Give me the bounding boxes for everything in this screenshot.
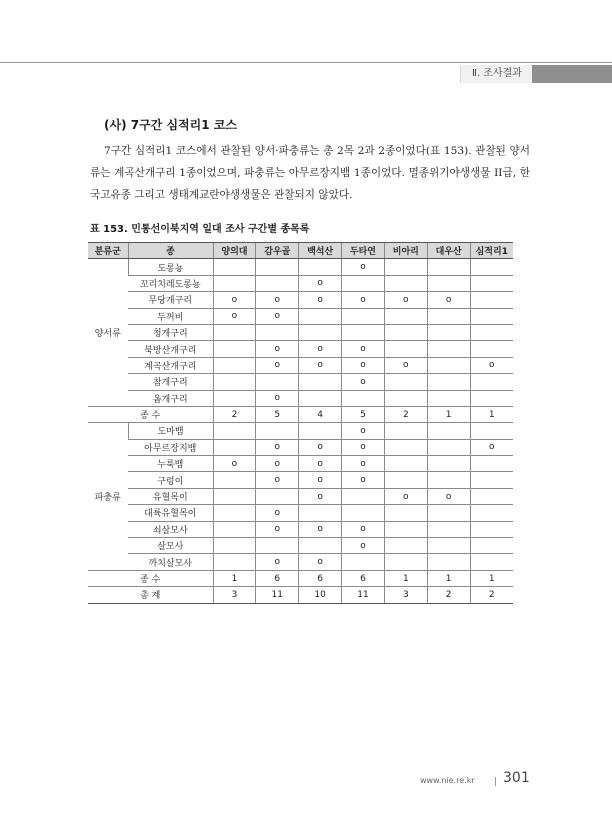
presence-mark: o bbox=[256, 341, 299, 357]
presence-mark bbox=[213, 472, 256, 488]
presence-mark bbox=[427, 439, 470, 455]
species-name: 청개구리 bbox=[128, 324, 213, 340]
presence-mark bbox=[470, 341, 513, 357]
presence-mark bbox=[427, 456, 470, 472]
presence-mark bbox=[299, 538, 342, 554]
presence-mark bbox=[470, 554, 513, 570]
presence-mark bbox=[384, 275, 427, 291]
presence-mark bbox=[299, 259, 342, 275]
presence-mark: o bbox=[256, 357, 299, 373]
presence-mark bbox=[342, 505, 385, 521]
presence-mark: o bbox=[342, 538, 385, 554]
presence-mark bbox=[470, 538, 513, 554]
presence-mark: o bbox=[342, 521, 385, 537]
total-value: 1 bbox=[213, 570, 256, 586]
presence-mark bbox=[427, 324, 470, 340]
presence-mark bbox=[256, 423, 299, 439]
total-value: 1 bbox=[427, 570, 470, 586]
presence-mark: o bbox=[342, 456, 385, 472]
species-row bbox=[88, 488, 513, 504]
presence-mark: o bbox=[342, 439, 385, 455]
presence-mark bbox=[470, 292, 513, 308]
header-cell: 감우골 bbox=[256, 243, 299, 259]
presence-mark bbox=[213, 324, 256, 340]
page-number: 301 bbox=[503, 770, 530, 786]
header-cell: 양의대 bbox=[213, 243, 256, 259]
presence-mark: o bbox=[342, 357, 385, 373]
presence-mark bbox=[256, 488, 299, 504]
species-name: 무당개구리 bbox=[128, 292, 213, 308]
total-value: 6 bbox=[256, 570, 299, 586]
species-name: 대륙유혈목이 bbox=[128, 505, 213, 521]
presence-mark: o bbox=[256, 439, 299, 455]
presence-mark bbox=[470, 456, 513, 472]
presence-mark: o bbox=[427, 292, 470, 308]
presence-mark bbox=[427, 472, 470, 488]
header-cell: 종 bbox=[128, 243, 213, 259]
species-name: 북방산개구리 bbox=[128, 341, 213, 357]
presence-mark bbox=[342, 488, 385, 504]
presence-mark bbox=[299, 324, 342, 340]
species-row bbox=[88, 341, 513, 357]
presence-mark bbox=[256, 324, 299, 340]
presence-mark bbox=[470, 472, 513, 488]
species-row bbox=[88, 308, 513, 324]
presence-mark bbox=[427, 423, 470, 439]
species-name: 유혈목이 bbox=[128, 488, 213, 504]
presence-mark: o bbox=[342, 292, 385, 308]
presence-mark bbox=[213, 505, 256, 521]
species-row bbox=[88, 423, 513, 439]
presence-mark bbox=[256, 538, 299, 554]
chapter-label: Ⅱ. 조사결과 bbox=[460, 65, 533, 83]
presence-mark: o bbox=[256, 292, 299, 308]
presence-mark bbox=[384, 423, 427, 439]
species-row bbox=[88, 505, 513, 521]
presence-mark bbox=[256, 259, 299, 275]
grand-total-value: 11 bbox=[256, 587, 299, 603]
presence-mark bbox=[256, 374, 299, 390]
species-name: 두꺼비 bbox=[128, 308, 213, 324]
presence-mark bbox=[299, 423, 342, 439]
presence-mark: o bbox=[470, 439, 513, 455]
presence-mark bbox=[470, 423, 513, 439]
presence-mark bbox=[470, 259, 513, 275]
presence-mark bbox=[470, 324, 513, 340]
presence-mark: o bbox=[342, 423, 385, 439]
presence-mark bbox=[427, 505, 470, 521]
species-name: 도마뱀 bbox=[128, 423, 213, 439]
header-cell: 비아리 bbox=[384, 243, 427, 259]
presence-mark bbox=[470, 308, 513, 324]
presence-mark bbox=[427, 275, 470, 291]
grand-total-value: 3 bbox=[213, 587, 256, 603]
presence-mark: o bbox=[384, 357, 427, 373]
presence-mark bbox=[213, 259, 256, 275]
presence-mark bbox=[342, 275, 385, 291]
presence-mark bbox=[213, 488, 256, 504]
presence-mark bbox=[213, 341, 256, 357]
presence-mark bbox=[299, 505, 342, 521]
total-row bbox=[88, 570, 513, 586]
presence-mark bbox=[470, 390, 513, 406]
total-value: 6 bbox=[299, 570, 342, 586]
presence-mark: o bbox=[299, 488, 342, 504]
presence-mark: o bbox=[427, 488, 470, 504]
footer-url: www.nie.re.kr bbox=[420, 776, 475, 785]
presence-mark: o bbox=[299, 341, 342, 357]
header-cell: 백석산 bbox=[299, 243, 342, 259]
species-table bbox=[88, 242, 513, 604]
total-value: 4 bbox=[299, 406, 342, 422]
total-value: 2 bbox=[384, 406, 427, 422]
presence-mark: o bbox=[256, 472, 299, 488]
total-value: 1 bbox=[470, 406, 513, 422]
presence-mark bbox=[384, 456, 427, 472]
header-cell: 두타연 bbox=[342, 243, 385, 259]
presence-mark: o bbox=[299, 521, 342, 537]
presence-mark: o bbox=[256, 390, 299, 406]
species-name: 누룩뱀 bbox=[128, 456, 213, 472]
species-name: 계곡산개구리 bbox=[128, 357, 213, 373]
presence-mark: o bbox=[213, 292, 256, 308]
grand-total-value: 2 bbox=[427, 587, 470, 603]
species-name: 살모사 bbox=[128, 538, 213, 554]
presence-mark bbox=[342, 554, 385, 570]
presence-mark bbox=[213, 521, 256, 537]
section-heading: (사) 7구간 심적리1 코스 bbox=[104, 118, 237, 132]
species-name: 까치살모사 bbox=[128, 554, 213, 570]
presence-mark bbox=[427, 521, 470, 537]
total-label: 종 수 bbox=[88, 570, 213, 586]
presence-mark: o bbox=[256, 521, 299, 537]
total-value: 1 bbox=[470, 570, 513, 586]
presence-mark: o bbox=[299, 554, 342, 570]
body-text bbox=[90, 140, 530, 206]
grand-total-value: 3 bbox=[384, 587, 427, 603]
species-name: 꼬리치레도롱뇽 bbox=[128, 275, 213, 291]
presence-mark bbox=[342, 324, 385, 340]
species-row bbox=[88, 456, 513, 472]
presence-mark bbox=[213, 538, 256, 554]
presence-mark: o bbox=[256, 308, 299, 324]
presence-mark bbox=[470, 521, 513, 537]
grand-total-value: 10 bbox=[299, 587, 342, 603]
presence-mark bbox=[427, 357, 470, 373]
species-row bbox=[88, 324, 513, 340]
presence-mark bbox=[384, 505, 427, 521]
presence-mark: o bbox=[299, 456, 342, 472]
presence-mark bbox=[427, 374, 470, 390]
presence-mark bbox=[299, 308, 342, 324]
total-value: 2 bbox=[213, 406, 256, 422]
species-row bbox=[88, 292, 513, 308]
presence-mark: o bbox=[256, 554, 299, 570]
presence-mark bbox=[384, 390, 427, 406]
species-name: 도롱뇽 bbox=[128, 259, 213, 275]
presence-mark bbox=[470, 374, 513, 390]
header-cell: 분류군 bbox=[88, 243, 128, 259]
presence-mark bbox=[213, 357, 256, 373]
presence-mark bbox=[213, 390, 256, 406]
chapter-block bbox=[532, 65, 612, 83]
presence-mark bbox=[470, 488, 513, 504]
presence-mark bbox=[384, 554, 427, 570]
presence-mark bbox=[384, 472, 427, 488]
grand-total-row bbox=[88, 587, 513, 603]
presence-mark bbox=[384, 308, 427, 324]
presence-mark: o bbox=[299, 439, 342, 455]
presence-mark: o bbox=[384, 292, 427, 308]
species-name: 쇠살모사 bbox=[128, 521, 213, 537]
species-name: 아무르장지뱀 bbox=[128, 439, 213, 455]
body-paragraph: 7구간 심적리1 코스에서 관찰된 양서·파충류는 총 2목 2과 2종이었다(표 153). 관찰된 양서류는 계곡산개구리 1종이었으며, 파충류는 아무르장지뱀 1종이었다. 멸종위기야생생물 II급, 한국고유종 그리고 생태계교란야생생물은 관찰되지 않았다. bbox=[90, 145, 530, 201]
presence-mark: o bbox=[213, 456, 256, 472]
presence-mark bbox=[427, 259, 470, 275]
presence-mark: o bbox=[299, 472, 342, 488]
presence-mark bbox=[342, 308, 385, 324]
presence-mark bbox=[384, 538, 427, 554]
presence-mark bbox=[384, 521, 427, 537]
presence-mark bbox=[213, 423, 256, 439]
presence-mark bbox=[342, 390, 385, 406]
presence-mark bbox=[213, 439, 256, 455]
total-row bbox=[88, 406, 513, 422]
species-row bbox=[88, 472, 513, 488]
species-name: 구렁이 bbox=[128, 472, 213, 488]
presence-mark bbox=[213, 275, 256, 291]
presence-mark: o bbox=[342, 341, 385, 357]
presence-mark: o bbox=[299, 292, 342, 308]
total-label: 종 수 bbox=[88, 406, 213, 422]
presence-mark: o bbox=[213, 308, 256, 324]
table-caption: 표 153. 민통선이북지역 일대 조사 구간별 종목록 bbox=[90, 224, 310, 235]
presence-mark bbox=[470, 505, 513, 521]
presence-mark bbox=[427, 341, 470, 357]
species-row bbox=[88, 357, 513, 373]
presence-mark bbox=[427, 554, 470, 570]
presence-mark: o bbox=[470, 357, 513, 373]
presence-mark bbox=[299, 374, 342, 390]
header-cell: 대우산 bbox=[427, 243, 470, 259]
presence-mark bbox=[427, 390, 470, 406]
presence-mark: o bbox=[342, 259, 385, 275]
species-row bbox=[88, 259, 513, 275]
grand-total-label: 총 계 bbox=[88, 587, 213, 603]
grand-total-value: 2 bbox=[470, 587, 513, 603]
footer-separator bbox=[495, 777, 496, 786]
presence-mark: o bbox=[342, 374, 385, 390]
total-value: 5 bbox=[342, 406, 385, 422]
presence-mark: o bbox=[256, 505, 299, 521]
presence-mark bbox=[213, 554, 256, 570]
header-rule bbox=[0, 62, 612, 63]
presence-mark: o bbox=[384, 488, 427, 504]
total-value: 1 bbox=[427, 406, 470, 422]
species-row bbox=[88, 275, 513, 291]
header-cell: 심적리1 bbox=[470, 243, 513, 259]
presence-mark bbox=[256, 275, 299, 291]
species-row bbox=[88, 390, 513, 406]
grand-total-value: 11 bbox=[342, 587, 385, 603]
group-label: 양서류 bbox=[88, 259, 128, 407]
species-name: 참개구리 bbox=[128, 374, 213, 390]
presence-mark bbox=[427, 538, 470, 554]
presence-mark bbox=[384, 324, 427, 340]
presence-mark bbox=[427, 308, 470, 324]
species-row bbox=[88, 374, 513, 390]
presence-mark: o bbox=[342, 472, 385, 488]
total-value: 5 bbox=[256, 406, 299, 422]
presence-mark: o bbox=[256, 456, 299, 472]
species-row bbox=[88, 439, 513, 455]
presence-mark bbox=[213, 374, 256, 390]
presence-mark: o bbox=[299, 275, 342, 291]
presence-mark bbox=[299, 390, 342, 406]
species-row bbox=[88, 538, 513, 554]
table-header-row bbox=[88, 243, 513, 259]
presence-mark bbox=[470, 275, 513, 291]
presence-mark bbox=[384, 341, 427, 357]
species-row bbox=[88, 521, 513, 537]
species-name: 옴개구리 bbox=[128, 390, 213, 406]
total-value: 6 bbox=[342, 570, 385, 586]
group-label: 파충류 bbox=[88, 423, 128, 571]
total-value: 1 bbox=[384, 570, 427, 586]
presence-mark: o bbox=[299, 357, 342, 373]
presence-mark bbox=[384, 259, 427, 275]
presence-mark bbox=[384, 439, 427, 455]
presence-mark bbox=[384, 374, 427, 390]
species-row bbox=[88, 554, 513, 570]
